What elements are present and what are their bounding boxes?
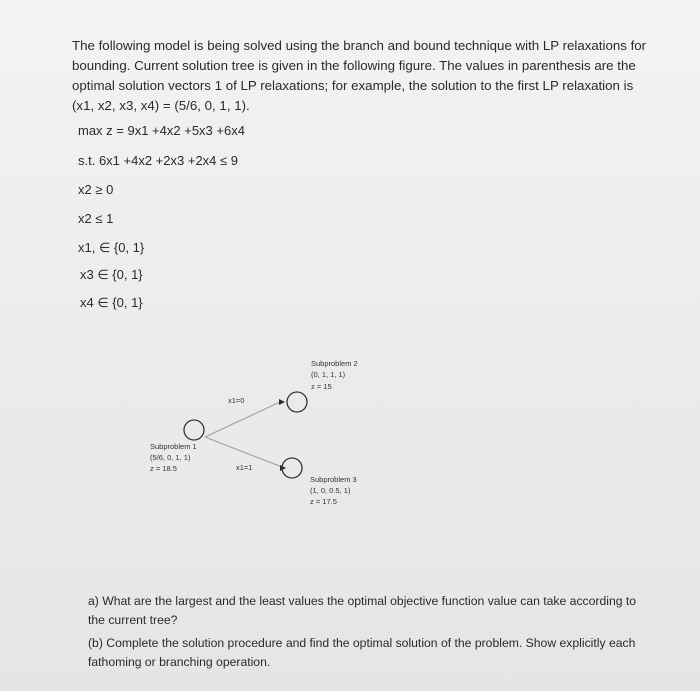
sub2-z: z = 15: [311, 382, 332, 391]
branch-label-right: x1=1: [236, 463, 253, 472]
arrow-head-right: [280, 465, 286, 471]
branch-line-left: [205, 402, 280, 437]
sub1-vector: (5/6, 0, 1, 1): [150, 453, 191, 462]
sub1-title: Subproblem 1: [150, 442, 197, 451]
question-b: (b) Complete the solution procedure and find the optimal solution of the problem. Show explicitly each fathoming or branching operation.: [88, 636, 636, 669]
sub3-title: Subproblem 3: [310, 475, 357, 484]
constraint-x2-nonneg: x2 ≥ 0: [78, 182, 114, 197]
main-constraint: s.t. 6x1 +4x2 +2x3 +2x4 ≤ 9: [78, 153, 238, 168]
sub3-vector: (1, 0, 0.5, 1): [310, 486, 351, 495]
constraint-x3-binary: x3 ∈ {0, 1}: [80, 267, 143, 282]
branch-label-left: x1=0: [228, 396, 245, 405]
problem-intro: The following model is being solved using the branch and bound technique with LP relaxations for bounding. Current solution tree is given in the following figure. The values in parenthesis are the optimal solution vectors 1 of LP relaxations; for example, the solution to the first LP relaxation is (x1, x2, x3, x4) = (5/6, 0, 1, 1).: [72, 38, 647, 113]
sub3-z: z = 17.5: [310, 497, 337, 506]
sub2-title: Subproblem 2: [311, 359, 358, 368]
sub2-vector: (0, 1, 1, 1): [311, 370, 346, 379]
arrow-head-left: [279, 399, 285, 405]
constraint-x1-binary: x1, ∈ {0, 1}: [78, 240, 145, 255]
node-subproblem-1: [184, 420, 204, 440]
constraint-x2-upper: x2 ≤ 1: [78, 211, 114, 226]
objective-function: max z = 9x1 +4x2 +5x3 +6x4: [78, 123, 245, 138]
node-subproblem-2: [287, 392, 307, 412]
question-a: a) What are the largest and the least values the optimal objective function value can take according to the current tree?: [88, 594, 637, 627]
constraint-x4-binary: x4 ∈ {0, 1}: [80, 295, 143, 310]
sub1-z: z = 18.5: [150, 464, 177, 473]
